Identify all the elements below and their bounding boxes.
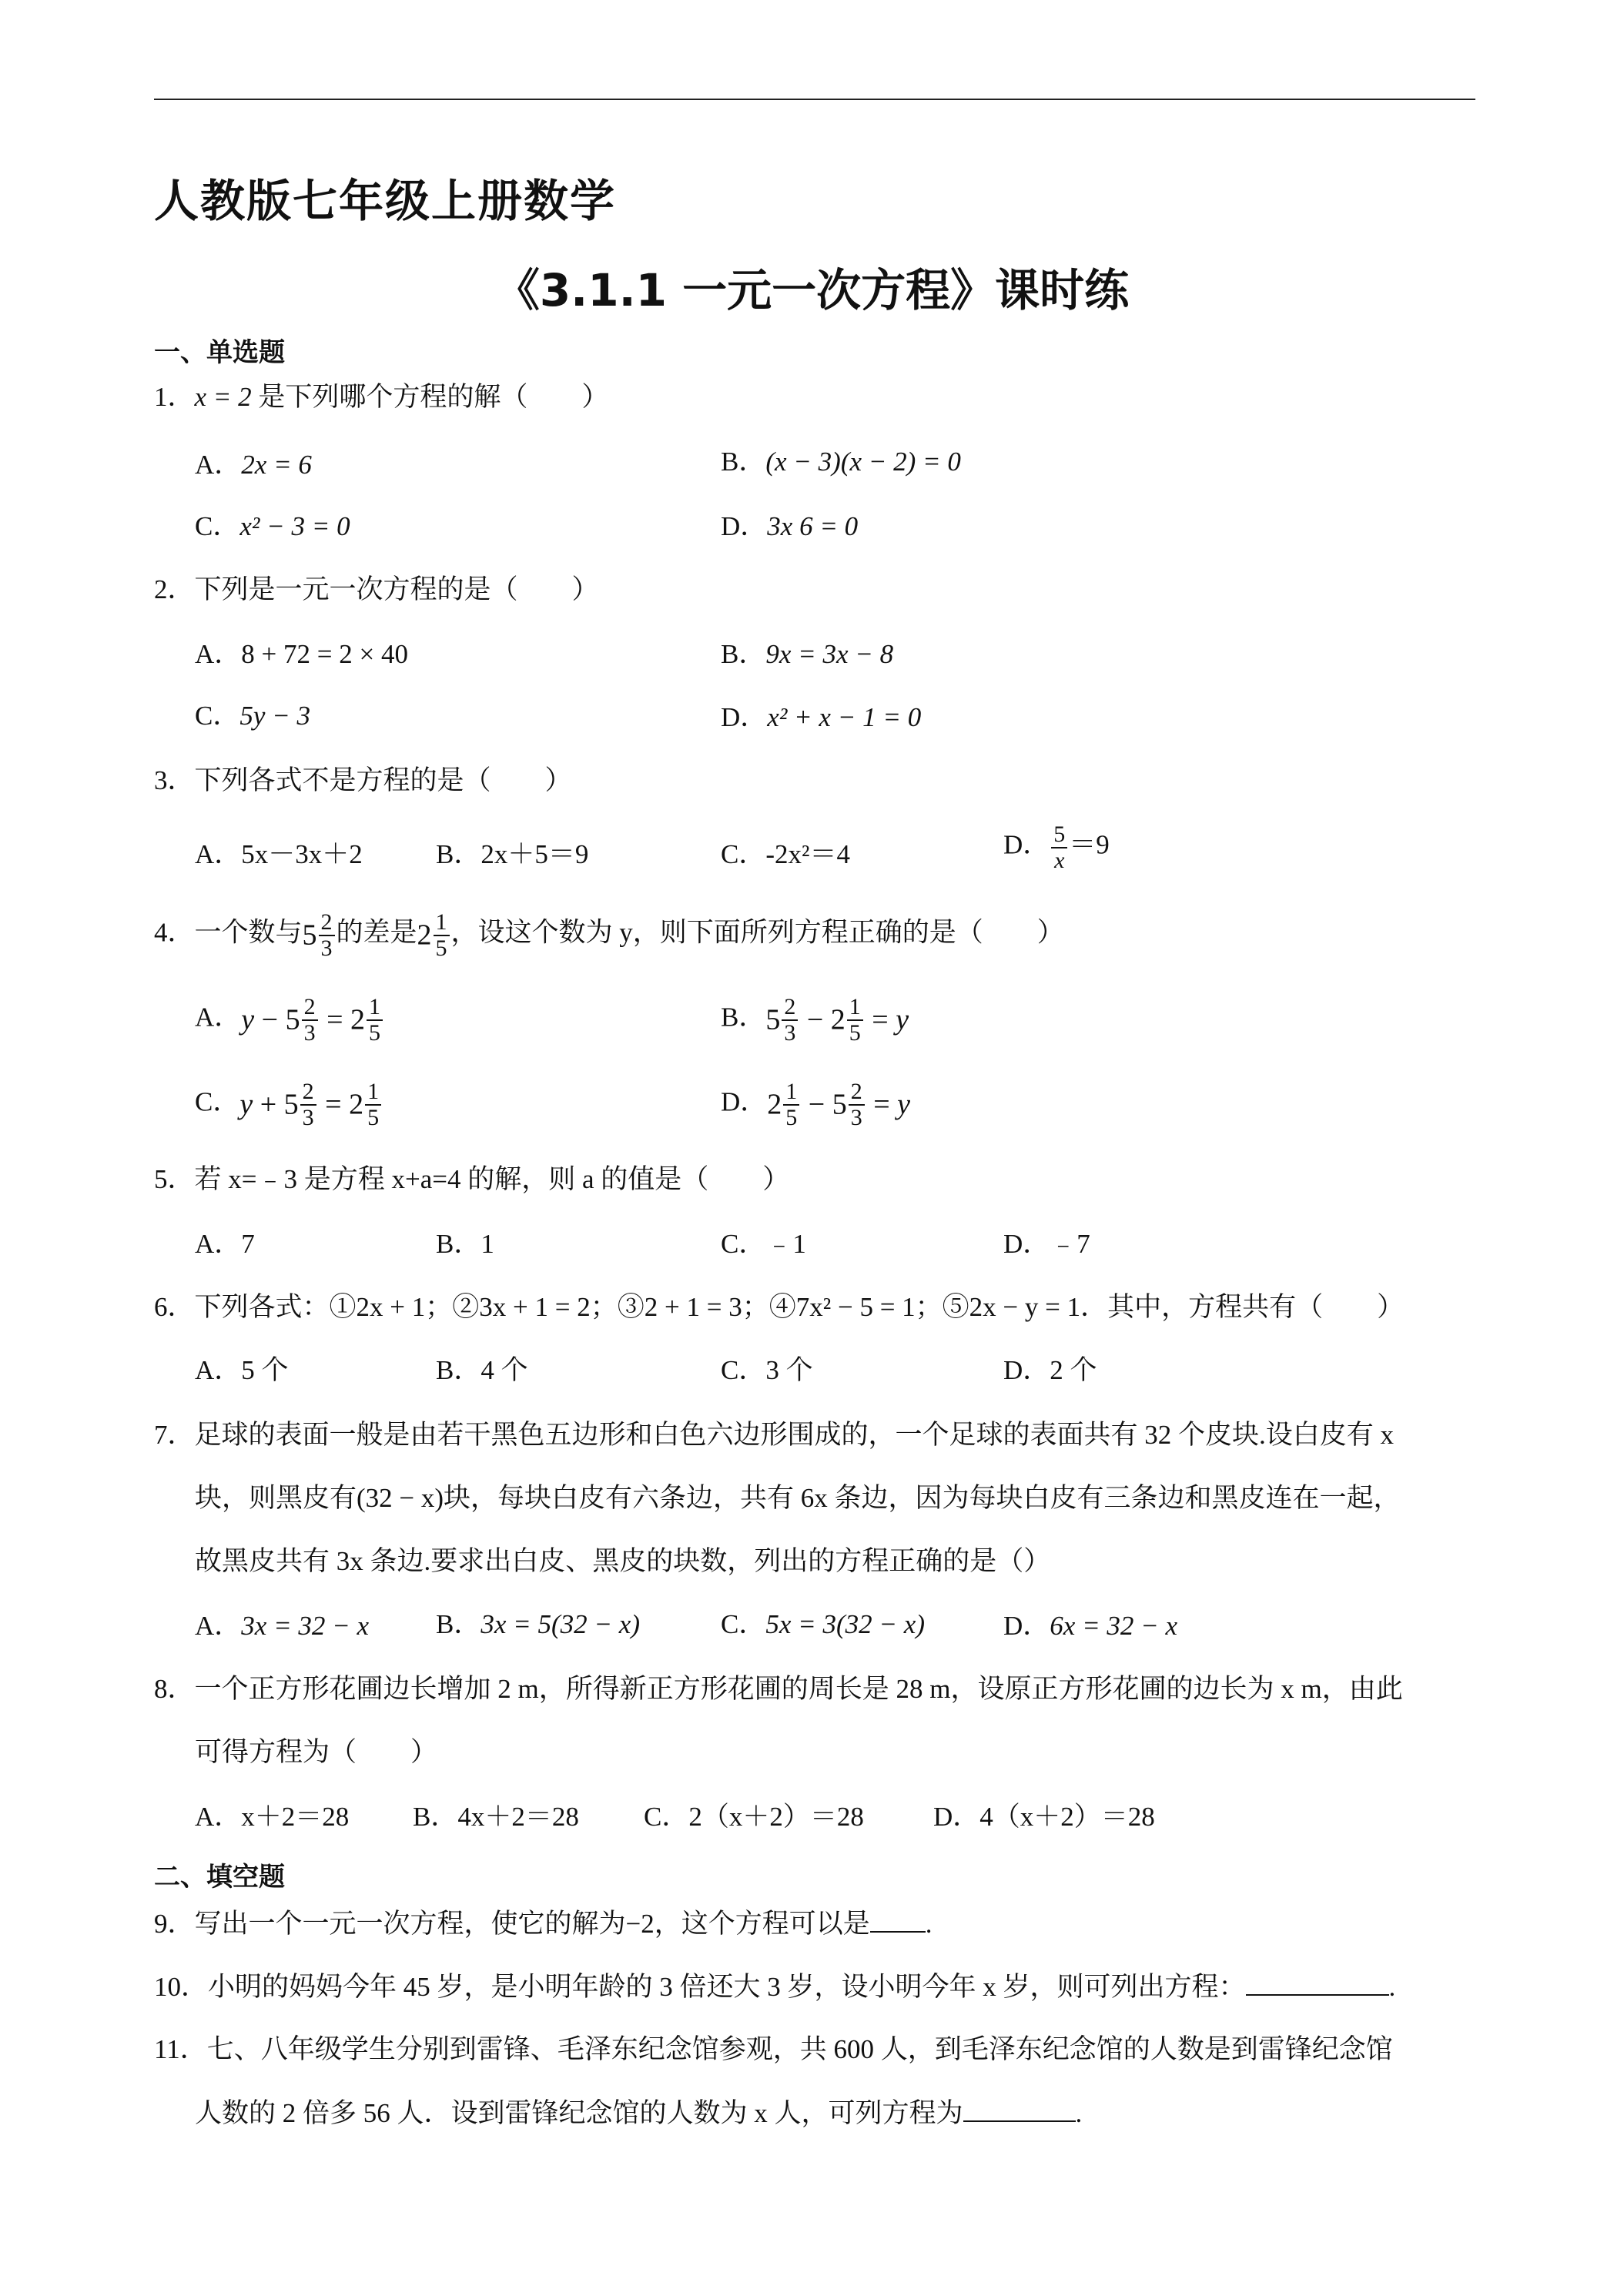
question-number: 5．: [154, 1164, 195, 1194]
option-text: 4（x＋2）＝28: [979, 1802, 1155, 1832]
option-text: 3 个: [765, 1355, 813, 1385]
option-text: -2x²＝4: [765, 839, 851, 869]
option-text: 3x = 5(32 − x): [481, 1609, 640, 1639]
q5-option-c: [721, 1230, 806, 1257]
option-label: A．: [195, 1002, 242, 1033]
question-5: [154, 1166, 789, 1193]
question-number: 6．: [154, 1292, 195, 1322]
fraction-numerator: 2: [302, 995, 318, 1021]
fraction-numerator: 5: [1051, 822, 1067, 848]
question-end: .: [1388, 1972, 1396, 2002]
option-text: 2x＋5＝9: [481, 839, 589, 869]
option-text: x＋2＝28: [241, 1802, 350, 1832]
fraction-denominator: 5: [785, 1104, 798, 1130]
q1-option-c: [195, 513, 350, 540]
question-7-line-3: 故黑皮共有 3x 条边.要求出白皮、黑皮的块数，列出的方程正确的是（）: [195, 1546, 1051, 1576]
fraction-denominator: 5: [367, 1104, 380, 1130]
fraction-numerator: 2: [849, 1079, 865, 1106]
question-11: [154, 2036, 1393, 2063]
question-7: [154, 1421, 1394, 1448]
fraction-denominator: 5: [849, 1019, 861, 1046]
question-11-line-2: [195, 2099, 1082, 2127]
fraction: [847, 995, 863, 1045]
mixed-whole: 5: [283, 1088, 299, 1121]
question-text: 七、八年级学生分别到雷锋、毛泽东纪念馆参观，共 600 人，到毛泽东纪念馆的人数是到雷锋纪念馆: [206, 2034, 1393, 2064]
page-subtitle: 《3.1.1 一元一次方程》课时练: [494, 264, 1130, 316]
question-number: 8．: [154, 1674, 195, 1704]
option-label: D．: [721, 702, 768, 732]
q5-option-a: [195, 1230, 255, 1257]
fraction-numerator: 2: [319, 910, 335, 936]
option-label: C．: [721, 1609, 766, 1639]
q3-option-c: [721, 841, 850, 868]
mixed-whole: 2: [350, 1003, 366, 1036]
fraction-numerator: 1: [367, 995, 383, 1021]
fraction: [319, 910, 335, 960]
option-text: ﹣7: [1050, 1229, 1090, 1259]
question-number: 10．: [154, 1972, 209, 2002]
question-3: [154, 767, 572, 794]
fraction-denominator: 3: [850, 1104, 862, 1130]
fraction: [365, 1079, 381, 1130]
option-label: C．: [644, 1802, 689, 1832]
option-text: 2x = 6: [241, 450, 312, 480]
fraction-denominator: x: [1054, 847, 1065, 873]
question-number: 2．: [154, 574, 195, 604]
q1-option-a: [195, 451, 312, 478]
option-label: D．: [1003, 829, 1050, 860]
option-label: A．: [195, 839, 242, 869]
option-label: C．: [721, 1229, 766, 1259]
option-label: B．: [436, 1229, 481, 1259]
q4-option-d: D．2 $\frac{1}{5}$ − 5 $\frac{2}{3}$ = y: [721, 1079, 911, 1130]
option-label: C．: [721, 1355, 766, 1385]
option-text: 7: [241, 1229, 255, 1259]
option-label: D．: [721, 1086, 768, 1117]
mixed-whole: 2: [349, 1088, 364, 1121]
option-label: B．: [413, 1802, 458, 1832]
question-number: 3．: [154, 765, 195, 795]
option-label: D．: [1003, 1229, 1050, 1259]
question-2: [154, 576, 599, 603]
question-stem: 下列各式：①2x + 1；②3x + 1 = 2；③2 + 1 = 3；④7x² − 5 = 1；⑤2x − y = 1．其中，方程共有（ ）: [194, 1292, 1405, 1322]
option-label: D．: [721, 511, 768, 541]
q3-option-d: [1003, 822, 1110, 872]
question-number: 4．: [154, 917, 195, 948]
option-text: 5x = 3(32 − x): [765, 1609, 925, 1639]
mixed-whole: 5: [832, 1088, 847, 1121]
option-label: D．: [1003, 1355, 1050, 1385]
section-heading-single-choice: 一、单选题: [154, 337, 285, 368]
answer-blank[interactable]: [1246, 1973, 1389, 1996]
q5-option-b: [436, 1230, 494, 1257]
q1-option-d: [721, 513, 858, 540]
option-label: C．: [195, 511, 240, 541]
option-label: B．: [436, 1355, 481, 1385]
q6-option-a: [195, 1357, 289, 1384]
option-text: x² − 3 = 0: [239, 511, 350, 541]
question-number: 1．: [154, 382, 195, 412]
option-label: B．: [721, 1002, 766, 1033]
question-10: [154, 1973, 1395, 2000]
mixed-whole: 2: [830, 1003, 845, 1036]
section-heading-fill-blank: 二、填空题: [154, 1862, 285, 1893]
question-stem: 下列各式不是方程的是（ ）: [194, 765, 572, 795]
option-text: 1: [481, 1229, 494, 1259]
fraction: [434, 910, 450, 960]
fraction: [782, 995, 798, 1045]
option-text: 8 + 72 = 2 × 40: [241, 639, 408, 669]
q2-option-c: [195, 702, 310, 729]
fraction-denominator: 3: [302, 1104, 314, 1130]
option-text: 5 个: [241, 1355, 289, 1385]
fraction-numerator: 1: [365, 1079, 381, 1106]
q6-option-b: [436, 1357, 528, 1384]
question-end: .: [925, 1909, 933, 1939]
option-label: B．: [721, 447, 766, 477]
question-8: [154, 1675, 1403, 1702]
option-label: C．: [195, 1086, 240, 1117]
q7-option-d: [1003, 1612, 1177, 1639]
question-number: 7．: [154, 1420, 195, 1450]
option-text: x² + x − 1 = 0: [767, 702, 922, 732]
q6-option-d: [1003, 1357, 1097, 1384]
question-end: .: [1075, 2098, 1083, 2128]
question-7-line-2: 块，则黑皮有(32 − x)块，每块白皮有六条边，共有 6x 条边，因为每块白皮有三条边和黑皮连在一起，: [195, 1483, 1401, 1513]
option-label: B．: [436, 839, 481, 869]
q2-option-b: [721, 641, 893, 668]
q4-option-b: B．5 $\frac{2}{3}$ − 2 $\frac{1}{5}$ = y: [721, 994, 909, 1046]
fraction: [302, 995, 318, 1045]
q4-option-a: A．y − 5 $\frac{2}{3}$ = 2 $\frac{1}{5}$: [195, 995, 384, 1045]
option-text: 2（x＋2）＝28: [688, 1802, 864, 1832]
fraction-denominator: 5: [435, 935, 447, 961]
option-text: (x − 3)(x − 2) = 0: [765, 447, 961, 477]
fraction-numerator: 2: [300, 1079, 316, 1106]
option-text: 9x = 3x − 8: [765, 639, 894, 669]
option-label: D．: [933, 1802, 980, 1832]
option-label: D．: [1003, 1611, 1050, 1641]
fraction-numerator: 1: [783, 1079, 799, 1106]
mixed-whole: 5: [302, 919, 317, 952]
q2-option-a: [195, 641, 408, 668]
fraction-denominator: 3: [320, 935, 333, 961]
q7-option-a: [195, 1612, 369, 1639]
fraction-denominator: 5: [369, 1019, 381, 1046]
option-label: C．: [195, 701, 240, 731]
question-stem: 写出一个一元一次方程，使它的解为−2，这个方程可以是: [194, 1909, 870, 1939]
q7-option-c: [721, 1611, 925, 1638]
answer-blank[interactable]: [870, 1909, 926, 1933]
fraction-numerator: 2: [782, 995, 798, 1021]
option-text: 5y − 3: [239, 701, 311, 731]
q4-option-c: C．y + 5 $\frac{2}{3}$ = 2 $\frac{1}{5}$: [195, 1079, 383, 1130]
q5-option-d: [1003, 1230, 1090, 1257]
question-stem: 若 x=﹣3 是方程 x+a=4 的解，则 a 的值是（ ）: [194, 1164, 790, 1194]
fraction-denominator: 3: [784, 1019, 796, 1046]
option-text: ＝9: [1069, 829, 1110, 860]
fraction: [367, 995, 383, 1045]
option-text: 3x 6 = 0: [767, 511, 859, 541]
question-text: 人数的 2 倍多 56 人．设到雷锋纪念馆的人数为 x 人，可列方程为: [195, 2098, 963, 2128]
question-stem: 小明的妈妈今年 45 岁，是小明年龄的 3 倍还大 3 岁，设小明今年 x 岁，则可列出方程：: [208, 1972, 1246, 2002]
question-text: 的差是: [336, 917, 417, 948]
option-label: A．: [195, 1611, 242, 1641]
page-title: 人教版七年级上册数学: [154, 175, 617, 227]
option-label: A．: [195, 639, 242, 669]
option-text: 3x = 32 − x: [241, 1611, 370, 1641]
fraction: [1051, 822, 1067, 872]
option-label: A．: [195, 1355, 242, 1385]
q8-option-d: [933, 1803, 1155, 1830]
question-lead: x = 2: [194, 382, 259, 412]
q3-option-b: [436, 841, 588, 868]
q6-option-c: [721, 1357, 813, 1384]
q8-option-b: [413, 1803, 579, 1830]
q8-option-a: [195, 1803, 349, 1830]
question-6: [154, 1294, 1404, 1320]
question-text: 足球的表面一般是由若干黑色五边形和白色六边形围成的，一个足球的表面共有 32 个皮块.设白皮有 x: [194, 1420, 1395, 1450]
q7-option-b: [436, 1611, 640, 1638]
mixed-whole: 2: [767, 1088, 782, 1121]
answer-blank[interactable]: [963, 2099, 1076, 2122]
option-text: ﹣1: [765, 1229, 806, 1259]
question-number: 11．: [154, 2034, 207, 2064]
q1-option-b: [721, 448, 961, 475]
mixed-whole: 5: [765, 1003, 781, 1036]
option-text: 4x＋2＝28: [457, 1802, 579, 1832]
question-text: ，设这个数为 y，则下面所列方程正确的是（ ）: [450, 917, 1064, 948]
fraction: [300, 1079, 316, 1130]
option-text: 2 个: [1050, 1355, 1097, 1385]
option-label: C．: [721, 839, 766, 869]
option-label: B．: [436, 1609, 481, 1639]
option-text: 5x－3x＋2: [241, 839, 363, 869]
mixed-whole: 2: [417, 919, 432, 952]
question-1: [154, 383, 608, 410]
fraction: [783, 1079, 799, 1130]
question-8-line-2: 可得方程为（ ）: [195, 1737, 438, 1767]
question-4: [154, 910, 1064, 960]
question-stem: 是下列哪个方程的解（ ）: [258, 382, 609, 412]
fraction-numerator: 1: [434, 910, 450, 936]
question-stem: 下列是一元一次方程的是（ ）: [194, 574, 599, 604]
question-text: 一个数与: [194, 917, 303, 948]
question-text: 一个正方形花圃边长增加 2 m，所得新正方形花圃的周长是 28 m，设原正方形花圃的边长为 x m，由此: [194, 1674, 1403, 1704]
q2-option-d: [721, 704, 921, 731]
option-label: B．: [721, 639, 766, 669]
q8-option-c: [644, 1803, 864, 1830]
header-rule: [154, 99, 1475, 100]
fraction-denominator: 3: [303, 1019, 316, 1046]
option-label: A．: [195, 1802, 242, 1832]
option-text: 4 个: [481, 1355, 528, 1385]
option-text: 6x = 32 − x: [1050, 1611, 1178, 1641]
question-number: 9．: [154, 1909, 195, 1939]
question-9: [154, 1909, 933, 1937]
option-label: A．: [195, 1229, 242, 1259]
option-label: A．: [195, 450, 242, 480]
mixed-whole: 5: [285, 1003, 300, 1036]
fraction-numerator: 1: [847, 995, 863, 1021]
q3-option-a: [195, 841, 363, 868]
fraction: [849, 1079, 865, 1130]
